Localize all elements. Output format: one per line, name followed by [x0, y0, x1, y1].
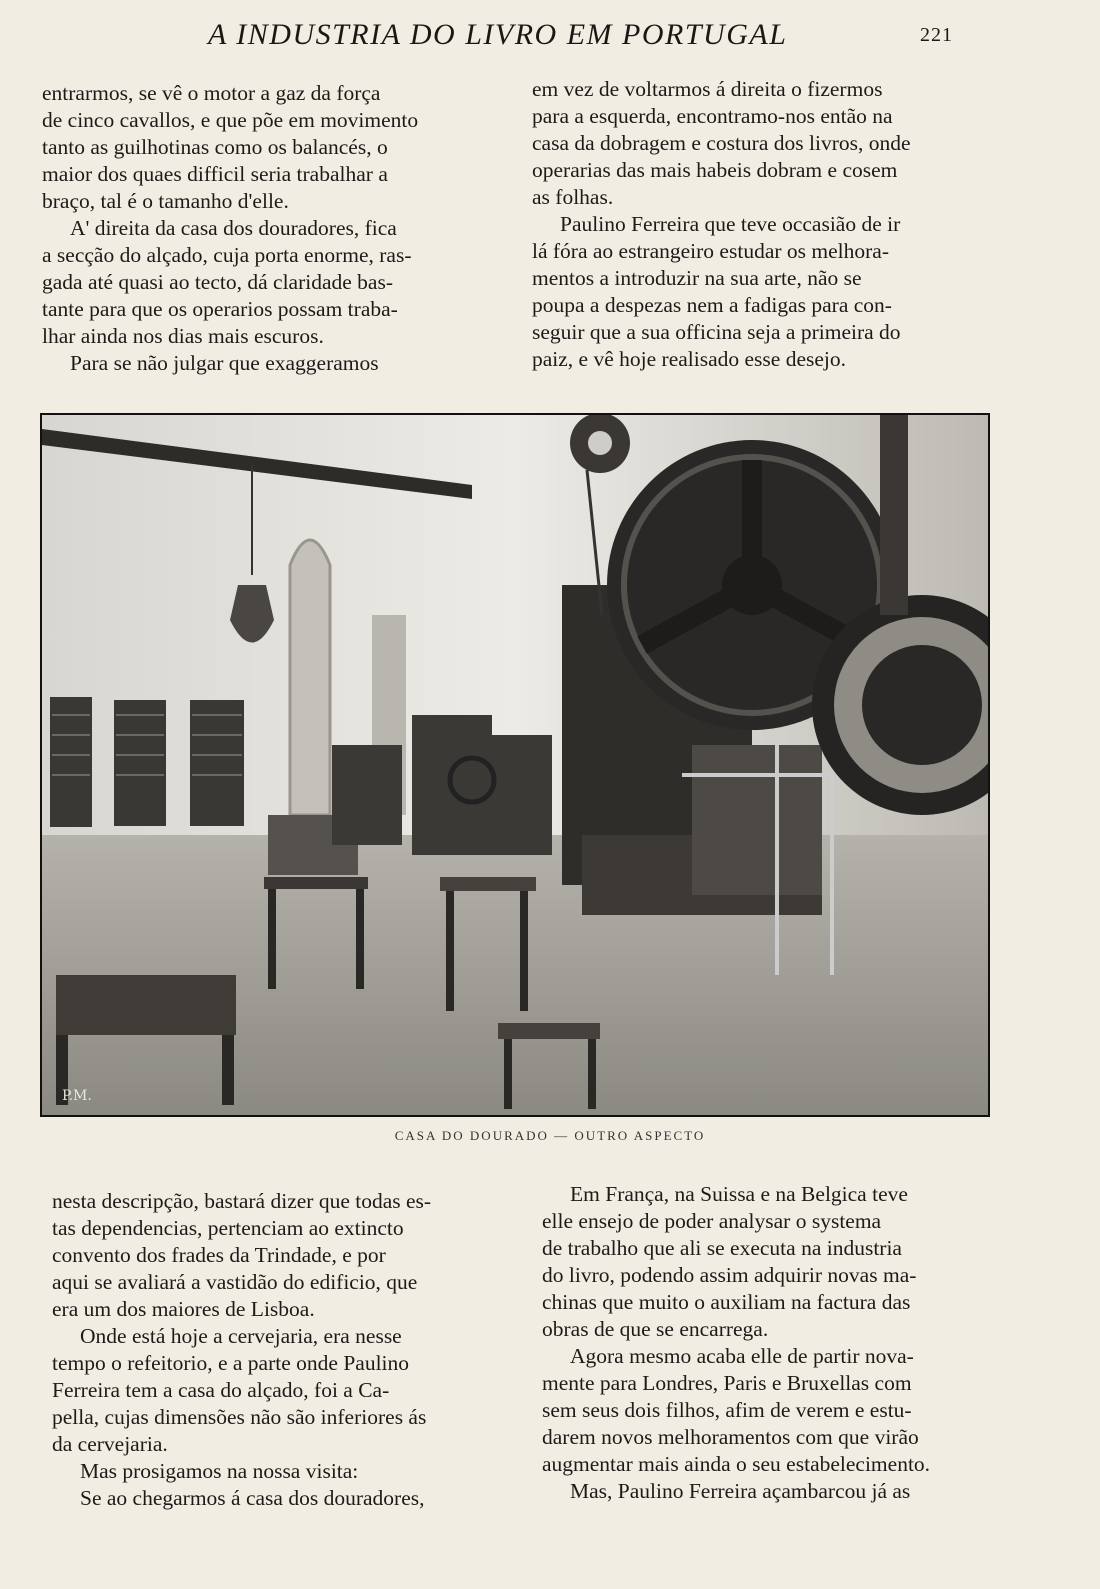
running-title: A INDUSTRIA DO LIVRO EM PORTUGAL [208, 18, 788, 51]
text-line: Paulino Ferreira que teve occasião de ir [560, 212, 901, 236]
text-line: Agora mesmo acaba elle de partir nova- [570, 1344, 914, 1368]
text-line: da cervejaria. [52, 1432, 168, 1456]
text-line: Mas prosigamos na nossa visita: [80, 1459, 359, 1483]
text-line: mente para Londres, Paris e Bruxellas com [542, 1371, 912, 1395]
text-line: era um dos maiores de Lisboa. [52, 1297, 315, 1321]
text-line: casa da dobragem e costura dos livros, onde [532, 131, 911, 155]
text-line: Se ao chegarmos á casa dos douradores, [80, 1486, 425, 1510]
workshop-photograph [40, 413, 990, 1117]
text-line: lá fóra ao estrangeiro estudar os melhora- [532, 239, 889, 263]
text-line: tante para que os operarios possam traba- [42, 297, 398, 321]
text-line: de cinco cavallos, e que põe em movimento [42, 108, 419, 132]
figure [40, 413, 990, 1123]
column-top-left [42, 80, 492, 377]
column-bottom-left [52, 1188, 502, 1512]
text-line: Onde está hoje a cervejaria, era nesse [80, 1324, 402, 1348]
text-line: tempo o refeitorio, e a parte onde Paulino [52, 1351, 410, 1375]
text-line: Mas, Paulino Ferreira açambarcou já as [570, 1479, 911, 1503]
text-line: a secção do alçado, cuja porta enorme, ras- [42, 243, 412, 267]
text-line: paiz, e vê hoje realisado esse desejo. [532, 347, 847, 371]
text-line: A' direita da casa dos douradores, fica [70, 216, 397, 240]
text-line: nesta descripção, bastará dizer que todas es- [52, 1189, 432, 1213]
text-line: tas dependencias, pertenciam ao extincto [52, 1216, 404, 1240]
text-line: em vez de voltarmos á direita o fizermos [532, 77, 883, 101]
text-line: entrarmos, se vê o motor a gaz da força [42, 81, 381, 105]
text-line: Ferreira tem a casa do alçado, foi a Ca- [52, 1378, 390, 1402]
text-line: poupa a despezas nem a fadigas para con- [532, 293, 892, 317]
running-head [0, 14, 1100, 54]
text-line: Para se não julgar que exaggeramos [70, 351, 379, 375]
text-line: chinas que muito o auxiliam na factura das [542, 1290, 911, 1314]
text-line: maior dos quaes difficil seria trabalhar a [42, 162, 388, 186]
text-line: Em França, na Suissa e na Belgica teve [570, 1182, 908, 1206]
page-number: 221 [920, 24, 953, 46]
text-line: operarias das mais habeis dobram e cosem [532, 158, 898, 182]
text-line: augmentar mais ainda o seu estabelecimento. [542, 1452, 931, 1476]
text-line: de trabalho que ali se executa na industria [542, 1236, 902, 1260]
column-bottom-right [542, 1181, 997, 1505]
text-line: pella, cujas dimensões não são inferiores ás [52, 1405, 427, 1429]
photo-signature: P.M. [62, 1088, 92, 1104]
text-line: aqui se avaliará a vastidão do edificio, que [52, 1270, 418, 1294]
text-line: sem seus dois filhos, afim de verem e estu- [542, 1398, 912, 1422]
text-line: obras de que se encarrega. [542, 1317, 769, 1341]
text-line: para a esquerda, encontramo-nos então na [532, 104, 893, 128]
text-line: elle ensejo de poder analysar o systema [542, 1209, 882, 1233]
text-line: mentos a introduzir na sua arte, não se [532, 266, 862, 290]
text-line: braço, tal é o tamanho d'elle. [42, 189, 289, 213]
text-line: do livro, podendo assim adquirir novas ma- [542, 1263, 917, 1287]
text-line: seguir que a sua officina seja a primeira do [532, 320, 901, 344]
column-top-right [532, 76, 987, 373]
figure-caption: CASA DO DOURADO — OUTRO ASPECTO [394, 1128, 706, 1143]
text-line: gada até quasi ao tecto, dá claridade bas- [42, 270, 393, 294]
text-line: darem novos melhoramentos com que virão [542, 1425, 919, 1449]
text-line: convento dos frades da Trindade, e por [52, 1243, 386, 1267]
workshop-photo-illustration [42, 415, 988, 1115]
text-line: tanto as guilhotinas como os balancés, o [42, 135, 388, 159]
text-line: lhar ainda nos dias mais escuros. [42, 324, 324, 348]
text-line: as folhas. [532, 185, 614, 209]
